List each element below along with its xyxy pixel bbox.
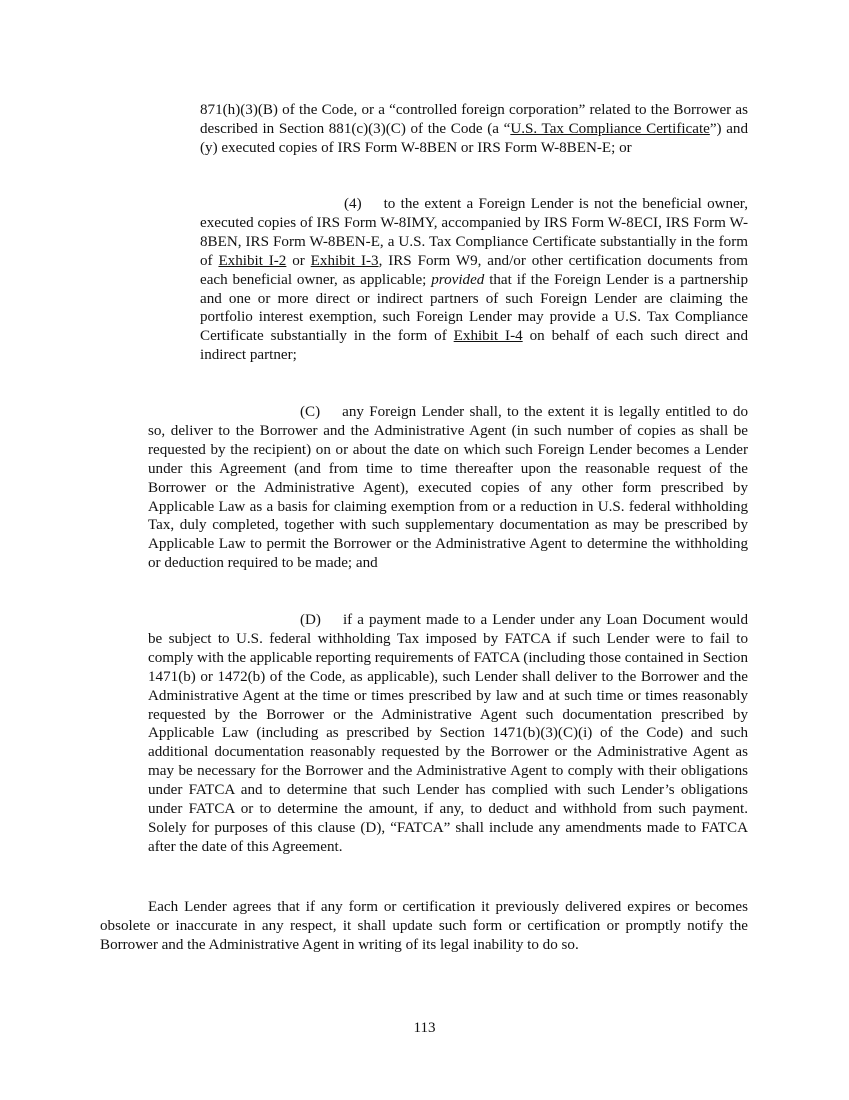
exhibit-i-4-reference: Exhibit I-4 — [453, 328, 523, 345]
paragraph-text: if a payment made to a Lender under any Loan Document would be subject to U.S. federal withholding Tax imposed by FATCA if such Lender were to fail to comply with the applicable reporting requirements of FATCA (including those contained in Section 1471(b) or 1472(b) of the Code, as applicable), such Lender shall deliver to the Borrower and the Administrative Agent at the time or times prescribed by law and at such time or times reasonably requested by the Borrower or the Administrative Agent such documentation prescribed by Applicable Law (including as prescribed by Section 1471(b)(3)(C)(i) of the Code) and such additional documentation reasonably requested by the Borrower or the Administrative Agent as may be necessary for the Borrower and the Administrative Agent to comply with their obligations under FATCA and to determine that such Lender has complied with such Lender’s obligations under FATCA or to determine the amount, if any, to deduct and withhold from such payment. Solely for purposes of this clause (D), “FATCA” shall include any amendments made to FATCA after the date of this Agreement. — [148, 612, 748, 855]
exhibit-i-3-reference: Exhibit I-3 — [310, 252, 379, 269]
paragraph-text: that if the Foreign Lender is a partnership and one or more direct or indirect partners of such Foreign Lender are claiming the portfolio interest exemption, such Foreign Lender may provide a U.S. Tax Compliance Certificate substantially in the form of — [200, 271, 748, 345]
paragraph-text: 871(h)(3)(B) of the Code, or a “controlled foreign corporation” related to the Borrower as described in Section 881(c)(3)(C) of the Code (a “ — [200, 102, 748, 137]
exhibit-i-2-reference: Exhibit I-2 — [218, 252, 287, 269]
defined-term-us-tax-compliance-certificate: U.S. Tax Compliance Certificate — [510, 120, 710, 137]
paragraph-text: Each Lender agrees that if any form or certification it previously delivered expires or becomes obsolete or inaccurate in any respect, it shall update such form or certification or promptly notify the Borrower and the Administrative Agent in writing of its legal inability to do so. — [100, 899, 748, 953]
paragraph-text: ”) and (y) executed copies of IRS Form W-8BEN or IRS Form W-8BEN-E; or — [200, 120, 748, 156]
clause-d — [148, 611, 748, 857]
paragraph-text: , IRS Form W9, and/or other certification documents from each beneficial owner, as applicable; — [200, 252, 748, 288]
paragraph-text: on behalf of each such direct and indirect partner; — [200, 328, 748, 364]
clause-number: (4) — [344, 196, 362, 212]
clause-label: (D) — [300, 612, 321, 628]
page-number: 113 — [413, 1020, 436, 1036]
paragraph-text: to the extent a Foreign Lender is not the beneficial owner, executed copies of IRS Form W-8IMY, accompanied by IRS Form W-8ECI, IRS Form W-8BEN, IRS Form W-8BEN-E, a U.S. Tax Compliance Certificate substantially in the form of — [200, 196, 748, 269]
clause-4 — [200, 195, 748, 365]
paragraph-text: any Foreign Lender shall, to the extent it is legally entitled to do so, deliver to the Borrower and the Administrative Agent (in such number of copies as shall be requested by the recipient) on or about the date on which such Foreign Lender becomes a Lender under this Agreement (and from time to time thereafter upon the reasonable request of the Borrower or the Administrative Agent), executed copies of any other form prescribed by Applicable Law as a basis for claiming exemption from or a reduction in U.S. federal withholding Tax, duly completed, together with such supplementary documentation as may be prescribed by Applicable Law to permit the Borrower or the Administrative Agent to determine the withholding or deduction required to be made; and — [148, 404, 748, 572]
clause-c — [148, 403, 748, 573]
clause-label: (C) — [300, 404, 321, 420]
paragraph-text: or — [286, 252, 311, 269]
closing-paragraph — [100, 898, 748, 955]
proviso-term: provided — [431, 271, 485, 288]
section-a-continuation — [200, 101, 748, 158]
